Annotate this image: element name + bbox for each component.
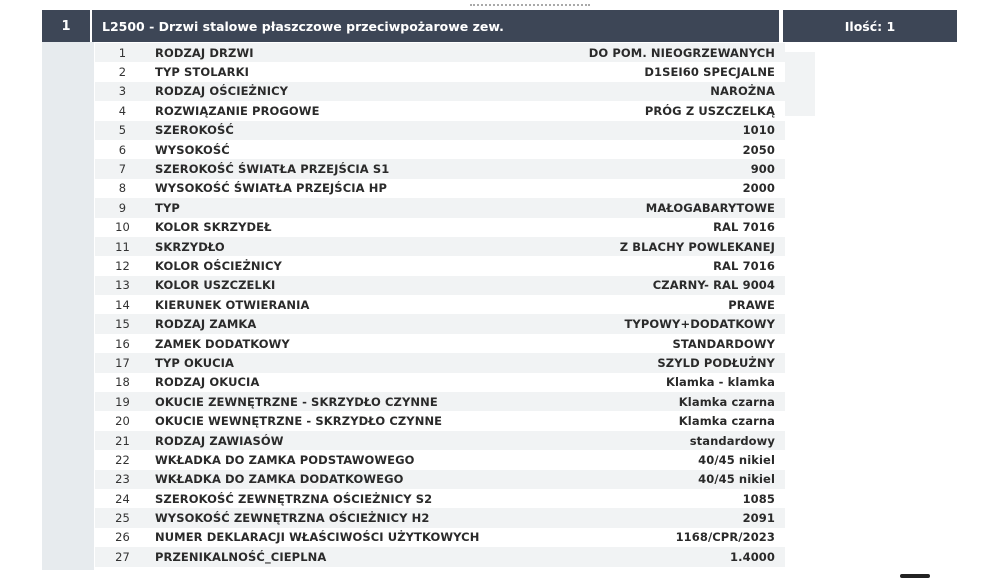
table-row xyxy=(95,314,785,333)
row-index: 15 xyxy=(115,317,130,332)
row-value: PRAWE xyxy=(728,297,775,312)
row-value: D1SEI60 SPECJALNE xyxy=(644,65,775,80)
table-row xyxy=(95,528,785,547)
table-row xyxy=(95,256,785,275)
row-label: TYP STOLARKI xyxy=(155,65,249,80)
table-row xyxy=(95,373,785,392)
left-sidebar xyxy=(42,42,94,570)
table-row xyxy=(95,392,785,411)
row-index: 7 xyxy=(118,162,127,177)
table-row xyxy=(95,198,785,217)
row-value: 1.4000 xyxy=(730,549,775,564)
row-label: RODZAJ ZAMKA xyxy=(155,317,257,332)
row-label: NUMER DEKLARACJI WŁAŚCIWOŚCI UŻYTKOWYCH xyxy=(155,530,480,545)
row-index: 4 xyxy=(118,103,127,118)
row-value: DO POM. NIEOGRZEWANYCH xyxy=(588,45,775,60)
row-index: 1 xyxy=(118,45,127,60)
row-value: 1010 xyxy=(742,123,775,138)
row-value: 40/45 nikiel xyxy=(698,472,775,487)
table-row xyxy=(95,121,785,140)
row-label: TYP OKUCIA xyxy=(155,355,235,370)
row-value: 900 xyxy=(750,162,775,177)
row-value: NAROŻNA xyxy=(710,84,775,99)
row-value: standardowy xyxy=(689,433,775,448)
row-label: SKRZYDŁO xyxy=(155,239,225,254)
table-row xyxy=(95,43,785,62)
row-label: RODZAJ DRZWI xyxy=(155,45,254,60)
row-label: KOLOR USZCZELKI xyxy=(155,278,276,293)
row-value: Klamka - klamka xyxy=(665,375,775,390)
row-index: 2 xyxy=(118,65,127,80)
table-row xyxy=(95,140,785,159)
row-index: 23 xyxy=(115,472,130,487)
row-label: WYSOKOŚĆ ZEWNĘTRZNA OŚCIEŻNICY H2 xyxy=(155,511,430,526)
row-label: ROZWIĄZANIE PROGOWE xyxy=(155,103,320,118)
table-row xyxy=(95,508,785,527)
row-label: SZEROKOŚĆ ZEWNĘTRZNA OŚCIEŻNICY S2 xyxy=(155,491,433,506)
row-value: TYPOWY+DODATKOWY xyxy=(624,317,775,332)
row-label: KOLOR SKRZYDEŁ xyxy=(155,220,272,235)
row-index: 21 xyxy=(115,433,130,448)
table-row xyxy=(95,353,785,372)
row-value: 2000 xyxy=(742,181,775,196)
row-value: 2091 xyxy=(742,511,775,526)
row-label: PRZENIKALNOŚĆ_CIEPLNA xyxy=(155,549,327,564)
row-label: RODZAJ ZAWIASÓW xyxy=(155,433,284,448)
row-value: 1168/CPR/2023 xyxy=(675,530,775,545)
row-value: Klamka czarna xyxy=(678,414,775,429)
table-row xyxy=(95,101,785,120)
table-row xyxy=(95,62,785,81)
row-index: 22 xyxy=(115,452,130,467)
row-index: 6 xyxy=(118,142,127,157)
item-title: L2500 - Drzwi stalowe płaszczowe przeciwpożarowe zew. xyxy=(92,10,779,42)
row-value: 40/45 nikiel xyxy=(698,452,775,467)
table-row xyxy=(95,159,785,178)
row-label: SZEROKOŚĆ ŚWIATŁA PRZEJŚCIA S1 xyxy=(155,162,390,177)
row-index: 5 xyxy=(118,123,127,138)
table-row xyxy=(95,411,785,430)
row-value: RAL 7016 xyxy=(713,258,775,273)
row-label: KOLOR OŚCIEŻNICY xyxy=(155,258,282,273)
row-label: OKUCIE ZEWNĘTRZNE - SKRZYDŁO CZYNNE xyxy=(155,394,438,409)
row-label: WKŁADKA DO ZAMKA DODATKOWEGO xyxy=(155,472,404,487)
row-label: WYSOKOŚĆ ŚWIATŁA PRZEJŚCIA HP xyxy=(155,181,387,196)
row-value: RAL 7016 xyxy=(713,220,775,235)
row-index: 3 xyxy=(118,84,127,99)
row-label: RODZAJ OŚCIEŻNICY xyxy=(155,84,289,99)
row-index: 26 xyxy=(115,530,130,545)
row-index: 24 xyxy=(115,491,130,506)
table-row xyxy=(95,82,785,101)
row-index: 17 xyxy=(115,355,130,370)
table-row xyxy=(95,450,785,469)
row-index: 19 xyxy=(115,394,130,409)
row-label: SZEROKOŚĆ xyxy=(155,123,234,138)
item-quantity: Ilość: 1 xyxy=(783,10,957,42)
table-row xyxy=(95,431,785,450)
item-header xyxy=(42,10,957,44)
row-label: RODZAJ OKUCIA xyxy=(155,375,260,390)
row-index: 18 xyxy=(115,375,130,390)
row-value: PRÓG Z USZCZELKĄ xyxy=(644,103,775,118)
row-index: 16 xyxy=(115,336,130,351)
row-value: Z BLACHY POWLEKANEJ xyxy=(619,239,775,254)
row-value: 1085 xyxy=(742,491,775,506)
top-strip xyxy=(0,0,1000,8)
table-row xyxy=(95,276,785,295)
row-index: 20 xyxy=(115,414,130,429)
table-row xyxy=(95,218,785,237)
spec-table xyxy=(95,43,785,567)
row-index: 9 xyxy=(118,200,127,215)
row-index: 8 xyxy=(118,181,127,196)
row-label: ZAMEK DODATKOWY xyxy=(155,336,290,351)
row-label: WKŁADKA DO ZAMKA PODSTAWOWEGO xyxy=(155,452,415,467)
table-row xyxy=(95,489,785,508)
table-row xyxy=(95,179,785,198)
row-label: TYP xyxy=(155,200,180,215)
table-row xyxy=(95,334,785,353)
row-value: SZYLD PODŁUŻNY xyxy=(657,355,775,370)
row-value: 2050 xyxy=(742,142,775,157)
table-row xyxy=(95,547,785,566)
row-value: MAŁOGABARYTOWE xyxy=(645,200,775,215)
row-index: 14 xyxy=(115,297,130,312)
table-row xyxy=(95,470,785,489)
row-index: 12 xyxy=(115,258,130,273)
item-number: 1 xyxy=(42,10,90,42)
row-value: CZARNY- RAL 9004 xyxy=(652,278,775,293)
row-index: 10 xyxy=(115,220,130,235)
cut-off-text xyxy=(470,0,590,6)
row-label: KIERUNEK OTWIERANIA xyxy=(155,297,310,312)
row-label: OKUCIE WEWNĘTRZNE - SKRZYDŁO CZYNNE xyxy=(155,414,443,429)
table-row xyxy=(95,237,785,256)
corner-mark xyxy=(900,574,930,578)
row-index: 11 xyxy=(115,239,130,254)
row-index: 13 xyxy=(115,278,130,293)
row-value: STANDARDOWY xyxy=(672,336,775,351)
row-index: 27 xyxy=(115,549,130,564)
table-row xyxy=(95,295,785,314)
row-index: 25 xyxy=(115,511,130,526)
row-label: WYSOKOŚĆ xyxy=(155,142,230,157)
row-value: Klamka czarna xyxy=(678,394,775,409)
